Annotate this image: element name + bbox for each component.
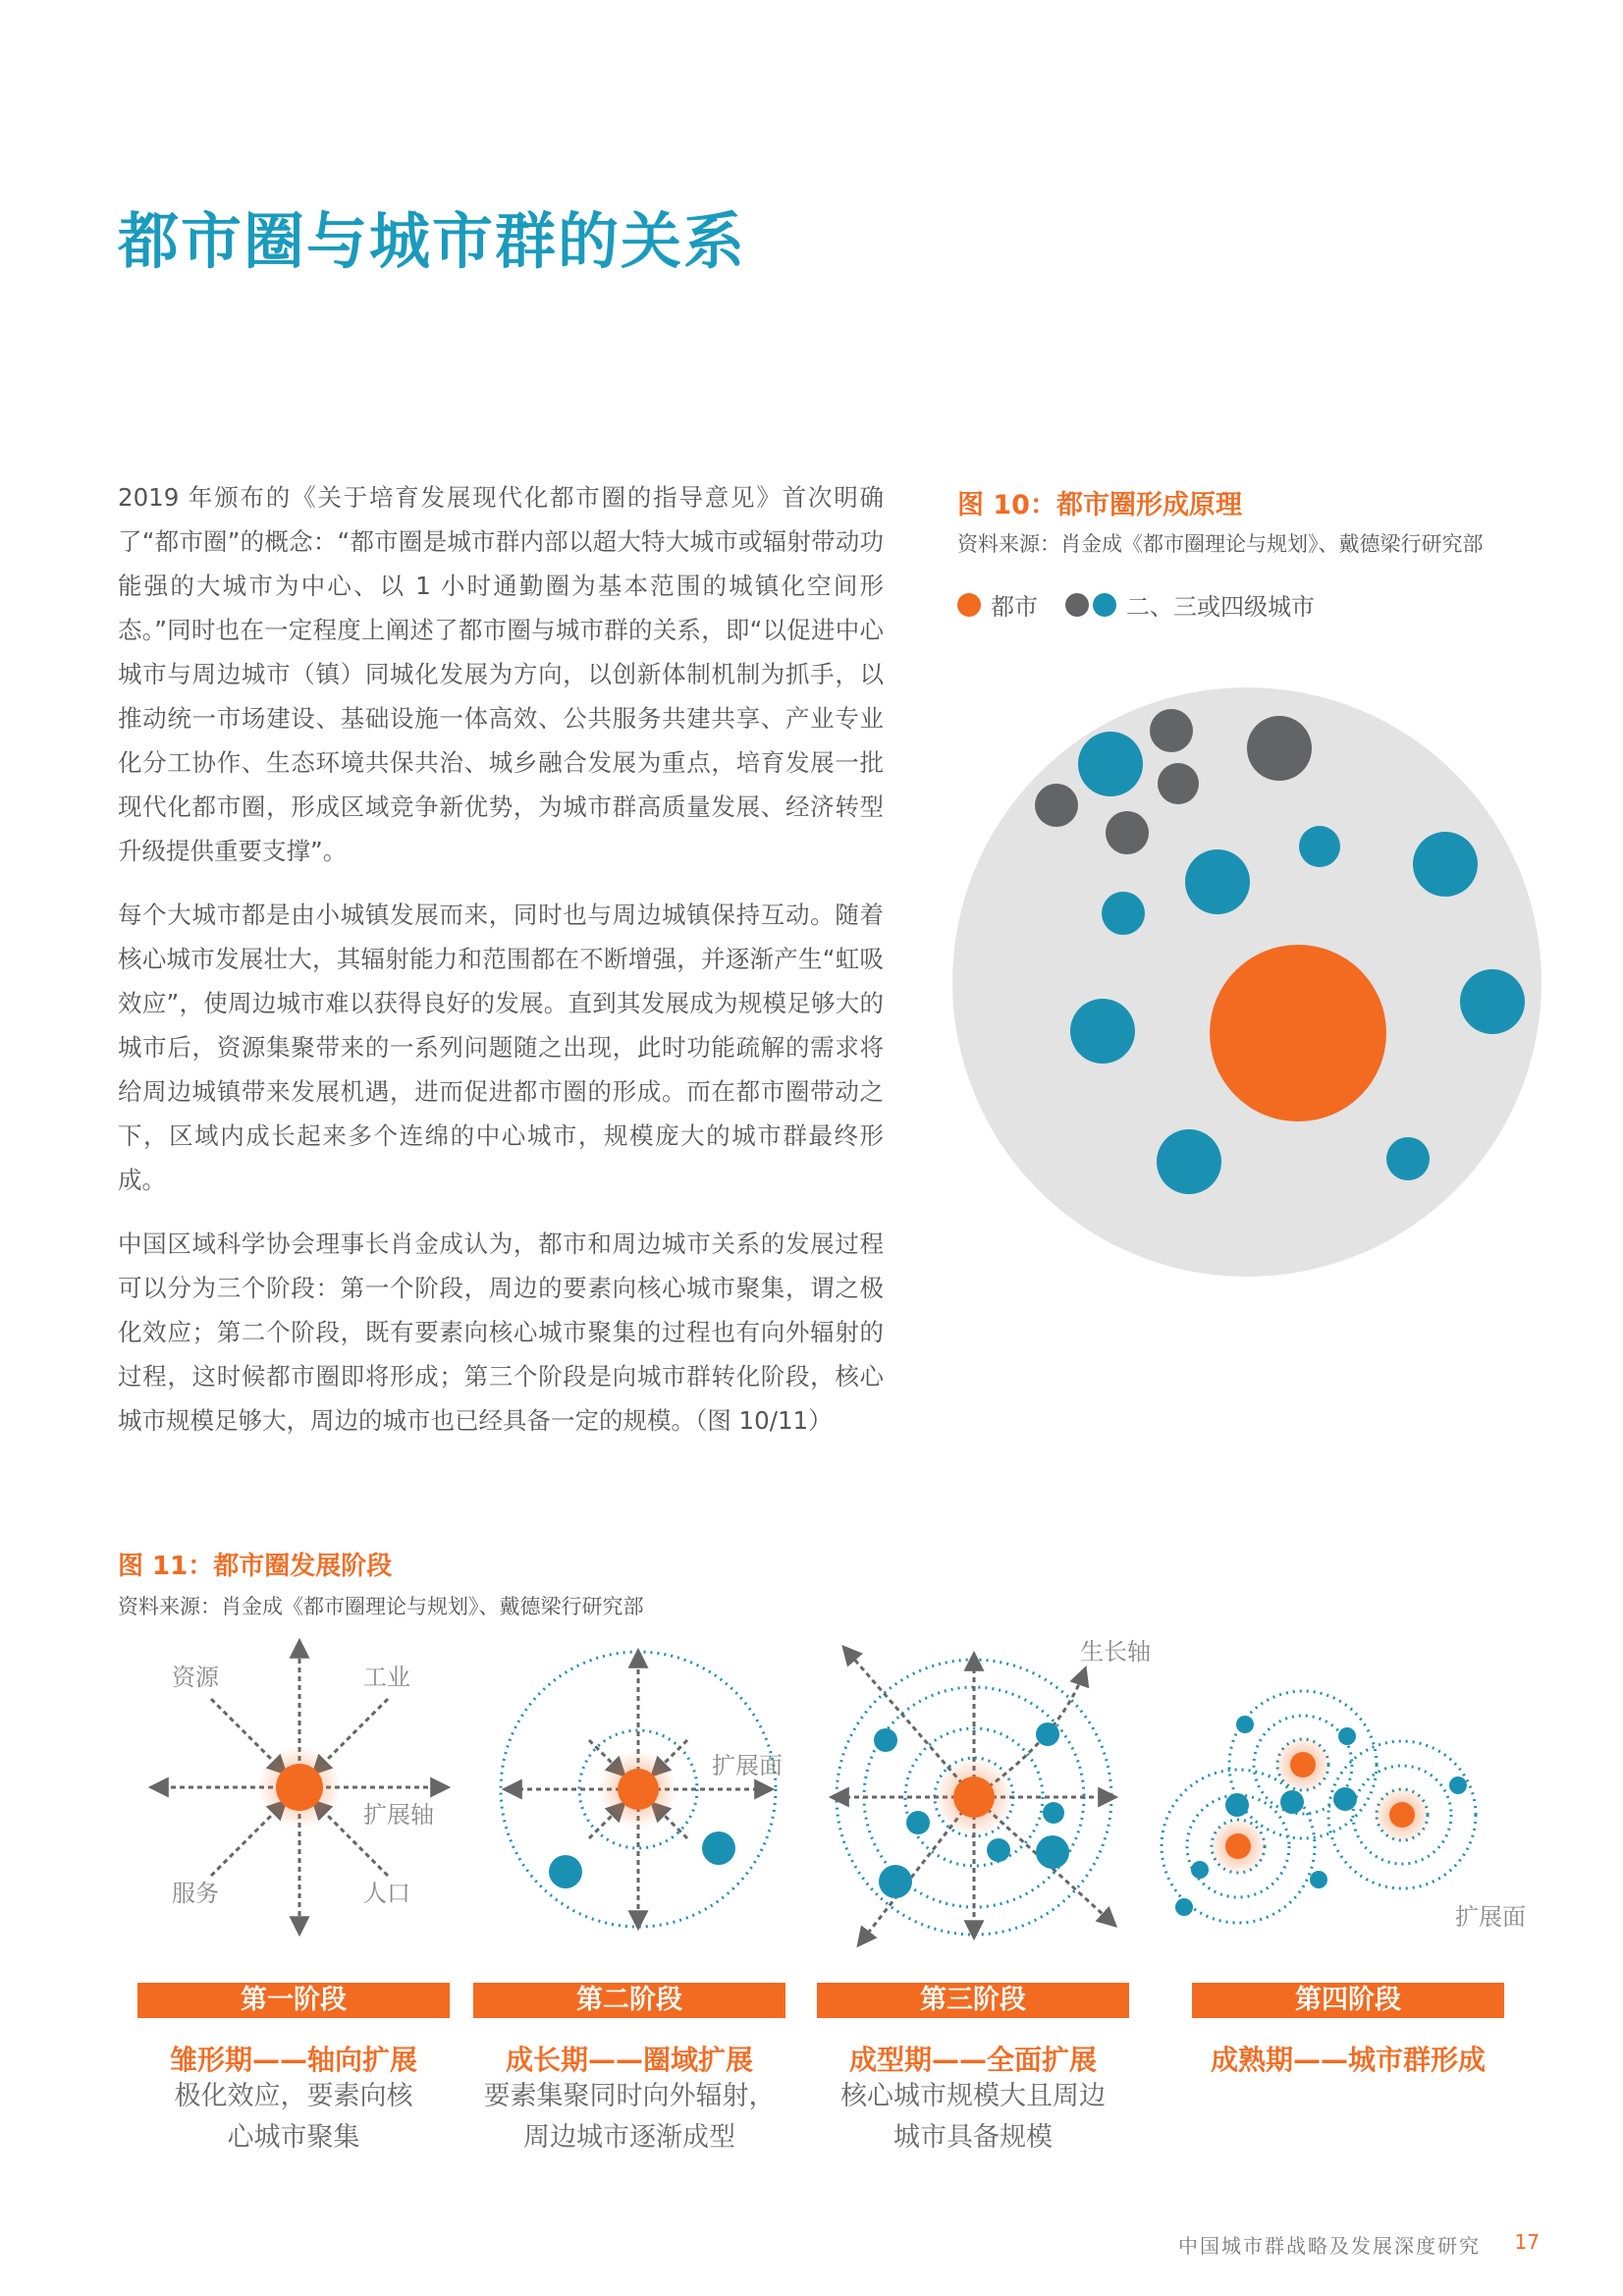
stage3-bar: 第三阶段 bbox=[817, 1983, 1129, 2018]
gray-city-dot bbox=[1150, 709, 1193, 752]
stage4-diagram bbox=[1162, 1691, 1526, 1931]
stage2-desc-line2: 周边城市逐渐成型 bbox=[523, 2122, 735, 2153]
fig10-diagram bbox=[943, 678, 1551, 1286]
paragraph-3: 中国区域科学协会理事长肖金成认为，都市和周边城市关系的发展过程可以分为三个阶段：第一个阶段，周边的要素向核心城市聚集，谓之极化效应；第二个阶段，既有要素向核心城市聚集的过程也有向外辐射的过程，这时候都市圈即将形成；第三个阶段是向城市群转化阶段，核心城市规模足够大，周边的城市也已经具备一定的规模。（图 10/11） bbox=[118, 1230, 884, 1435]
stage1-desc bbox=[137, 2076, 450, 2159]
teal-city-dot bbox=[1413, 832, 1478, 897]
teal-city-dot bbox=[1078, 732, 1143, 796]
stage2-desc-line1: 要素集聚同时向外辐射， bbox=[483, 2081, 776, 2111]
legend-teal-dot-icon bbox=[1093, 593, 1116, 617]
page-title: 都市圈与城市群的关系 bbox=[118, 205, 747, 277]
label-surface-stage4: 扩展面 bbox=[1455, 1903, 1526, 1931]
label-industry: 工业 bbox=[363, 1664, 410, 1691]
teal-city-dot bbox=[1460, 969, 1525, 1034]
stage1-name: 雏形期——轴向扩展 bbox=[169, 2044, 417, 2076]
legend-other-label: 二、三或四级城市 bbox=[1126, 593, 1315, 621]
stage2-name: 成长期——圈域扩展 bbox=[505, 2044, 753, 2076]
fig10-legend bbox=[957, 587, 1315, 622]
footer-title: 中国城市群战略及发展深度研究 bbox=[1178, 2234, 1481, 2258]
stage4-name: 成熟期——城市群形成 bbox=[1210, 2044, 1486, 2076]
teal-city-dot bbox=[1299, 826, 1340, 867]
label-population: 人口 bbox=[363, 1880, 410, 1907]
label-growth-axis: 生长轴 bbox=[1080, 1638, 1151, 1666]
label-surface-stage2: 扩展面 bbox=[712, 1752, 783, 1779]
gray-city-dot bbox=[1106, 811, 1149, 854]
stage4-bar: 第四阶段 bbox=[1192, 1983, 1504, 2018]
page-number: 17 bbox=[1514, 2230, 1540, 2254]
paragraph-1: 2019 年颁布的《关于培育发展现代化都市圈的指导意见》首次明确了“都市圈”的概念：“都市圈是城市群内部以超大特大城市或辐射带动功能强的大城市为中心、以 1 小时通勤圈为基本范围的城镇化空间形态。”同时也在一定程度上阐述了都市圈与城市群的关系，即“以促进中心城市与周边城市（镇）同城化发展为方向，以创新体制机制为抓手，以推动统一市场建设、基础设施一体高效、公共服务共建共享、产业专业化分工协作、生态环境共保共治、城乡融合发展为重点，培育发展一批现代化都市圈，形成区域竞争新优势，为城市群高质量发展、经济转型升级提供重要支撑”。 bbox=[118, 483, 884, 865]
legend-gray-dot-icon bbox=[1065, 593, 1089, 617]
fig11-title: 图 11：都市圈发展阶段 bbox=[118, 1552, 393, 1581]
body-text bbox=[118, 475, 884, 1462]
stage1-bar: 第一阶段 bbox=[137, 1983, 450, 2018]
fig10-title: 图 10：都市圈形成原理 bbox=[957, 490, 1242, 520]
fig10-source: 资料来源：肖金成《都市圈理论与规划》、戴德梁行研究部 bbox=[957, 532, 1484, 556]
teal-city-dot bbox=[1185, 849, 1250, 914]
gray-city-dot bbox=[1035, 784, 1078, 827]
gray-city-dot bbox=[1247, 716, 1312, 781]
stage1-desc-line1: 极化效应，要素向核 bbox=[174, 2081, 413, 2111]
stage3-core-dot bbox=[953, 1777, 995, 1818]
stage1-diagram bbox=[152, 1642, 447, 1933]
stage1-core-dot bbox=[276, 1764, 323, 1811]
gray-city-dot bbox=[1158, 763, 1199, 804]
teal-city-dot bbox=[1070, 999, 1135, 1064]
legend-core-dot-icon bbox=[957, 593, 981, 617]
legend-core-label: 都市 bbox=[991, 593, 1038, 621]
fig11-diagram bbox=[128, 1630, 1551, 1954]
stage2-diagram bbox=[501, 1652, 783, 1927]
fig11-source: 资料来源：肖金成《都市圈理论与规划》、戴德梁行研究部 bbox=[118, 1595, 644, 1618]
stage3-desc-line2: 城市具备规模 bbox=[893, 2122, 1053, 2153]
paragraph-2: 每个大城市都是由小城镇发展而来，同时也与周边城镇保持互动。随着核心城市发展壮大，其辐射能力和范围都在不断增强，并逐渐产生“虹吸效应”，使周边城市难以获得良好的发展。直到其发展成为规模足够大的城市后，资源集聚带来的一系列问题随之出现，此时功能疏解的需求将给周边城镇带来发展机遇，进而促进都市圈的形成。而在都市圈带动之下，区域内成长起来多个连绵的中心城市，规模庞大的城市群最终形成。 bbox=[118, 901, 884, 1194]
stage2-bar: 第二阶段 bbox=[473, 1983, 785, 2018]
teal-city-dot bbox=[1102, 892, 1145, 935]
stage2-core-dot bbox=[618, 1769, 659, 1810]
label-service: 服务 bbox=[172, 1880, 219, 1907]
label-axis: 扩展轴 bbox=[363, 1801, 434, 1829]
core-city-dot bbox=[1210, 945, 1386, 1121]
stage3-desc bbox=[817, 2076, 1129, 2159]
stage1-desc-line2: 心城市聚集 bbox=[227, 2122, 360, 2153]
stage2-desc bbox=[461, 2076, 797, 2159]
stage3-desc-line1: 核心城市规模大且周边 bbox=[840, 2081, 1106, 2111]
label-resource: 资源 bbox=[172, 1664, 219, 1691]
teal-city-dot bbox=[1386, 1137, 1430, 1180]
stage3-diagram bbox=[833, 1638, 1151, 1944]
teal-city-dot bbox=[1157, 1129, 1221, 1194]
stage3-name: 成型期——全面扩展 bbox=[848, 2044, 1097, 2076]
